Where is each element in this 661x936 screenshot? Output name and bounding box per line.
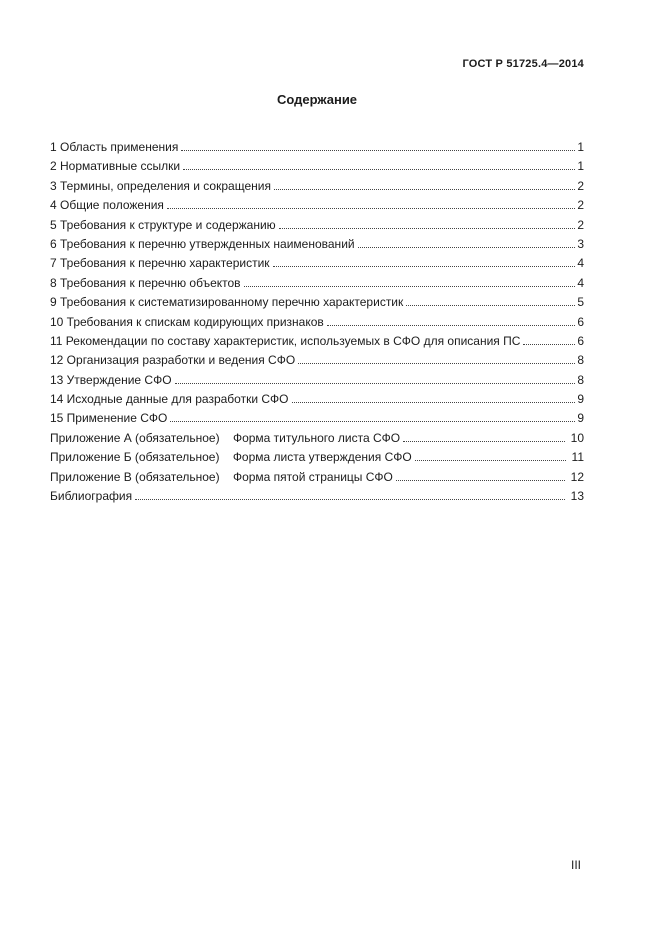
toc-entry-page: 2	[577, 178, 584, 193]
toc-leader-dots	[181, 150, 575, 151]
toc-entry	[50, 293, 584, 312]
toc-entry-page: 3	[577, 236, 584, 251]
toc-entry-page: 1	[577, 140, 584, 154]
toc-entry	[50, 216, 584, 235]
toc-entry	[50, 235, 584, 254]
toc-entry-page: 11	[568, 450, 584, 465]
toc-entry-page: 6	[577, 314, 584, 329]
toc-entry-title: 13 Утверждение СФО	[50, 372, 172, 387]
toc-entry	[50, 313, 584, 332]
toc-leader-dots	[279, 228, 576, 229]
toc-entry-title: 1 Область применения	[50, 140, 179, 154]
toc-entry	[50, 157, 584, 176]
toc-entry-title: 3 Термины, определения и сокращения	[50, 178, 271, 193]
toc-entry-page: 6	[577, 333, 584, 348]
toc-entry	[50, 409, 584, 428]
toc-entry	[50, 254, 584, 273]
toc-leader-dots	[244, 286, 576, 287]
toc-entry	[50, 429, 584, 448]
toc-leader-dots	[327, 325, 576, 326]
toc-leader-dots	[273, 266, 576, 267]
toc-leader-dots	[403, 441, 565, 442]
toc-entry-title: 4 Общие положения	[50, 198, 164, 213]
toc-entry-title: Библиография	[50, 489, 133, 504]
toc-entry-title: Приложение В (обязательное) Форма пятой страницы СФО	[50, 469, 393, 484]
toc-entry	[50, 332, 584, 351]
toc-leader-dots	[183, 169, 575, 170]
toc-entry-title: 15 Применение СФО	[50, 411, 168, 426]
toc-leader-dots	[406, 305, 575, 306]
toc-entry-page: 8	[577, 372, 584, 387]
toc-leader-dots	[170, 421, 575, 422]
toc-entry-title: 12 Организация разработки и ведения СФО	[50, 353, 296, 368]
toc-heading: Содержание	[276, 92, 358, 107]
toc-entry-title: 11 Рекомендации по составу характеристик, используемых в СФО для описания ПС	[50, 333, 521, 348]
toc-entry-page: 4	[577, 256, 584, 271]
toc-entry-page: 2	[577, 198, 584, 213]
toc-entry	[50, 371, 584, 390]
toc-entry-page: 10	[567, 430, 584, 445]
toc-entry-page: 9	[577, 411, 584, 426]
toc-entry-page: 8	[577, 353, 584, 368]
toc-entry	[50, 351, 584, 370]
toc-entry	[50, 468, 584, 487]
toc-entry-title: 2 Нормативные ссылки	[50, 159, 181, 174]
toc-list	[50, 138, 584, 506]
page-number: III	[570, 858, 581, 872]
toc-leader-dots	[274, 189, 575, 190]
toc-leader-dots	[175, 383, 576, 384]
toc-entry-title: 14 Исходные данные для разработки СФО	[50, 392, 289, 407]
toc-leader-dots	[135, 499, 565, 500]
toc-entry-page: 5	[577, 295, 584, 310]
toc-entry	[50, 196, 584, 215]
toc-entry-page: 4	[577, 275, 584, 290]
toc-entry	[50, 177, 584, 196]
toc-entry-page: 12	[567, 469, 584, 484]
toc-entry-title: 9 Требования к систематизированному перечню характеристик	[50, 295, 404, 310]
toc-entry-title: 6 Требования к перечню утвержденных наименований	[50, 236, 355, 251]
toc-leader-dots	[523, 344, 575, 345]
toc-leader-dots	[358, 247, 576, 248]
toc-entry	[50, 274, 584, 293]
toc-entry	[50, 390, 584, 409]
document-code: ГОСТ Р 51725.4—2014	[462, 58, 584, 70]
toc-entry-title: Приложение А (обязательное) Форма титульного листа СФО	[50, 430, 401, 445]
toc-leader-dots	[396, 480, 565, 481]
toc-leader-dots	[415, 460, 567, 461]
toc-leader-dots	[292, 402, 576, 403]
toc-entry-title: 5 Требования к структуре и содержанию	[50, 217, 276, 232]
toc-entry-title: 7 Требования к перечню характеристик	[50, 256, 270, 271]
toc-entry	[50, 138, 584, 157]
toc-entry-title: 10 Требования к спискам кодирующих признаков	[50, 314, 324, 329]
toc-leader-dots	[167, 208, 575, 209]
toc-entry	[50, 487, 584, 506]
toc-entry-title: 8 Требования к перечню объектов	[50, 275, 241, 290]
toc-leader-dots	[298, 363, 575, 364]
toc-entry	[50, 448, 584, 467]
toc-entry-page: 1	[577, 159, 584, 174]
toc-entry-page: 2	[577, 217, 584, 232]
toc-entry-title: Приложение Б (обязательное) Форма листа утверждения СФО	[50, 450, 412, 465]
toc-entry-page: 9	[577, 392, 584, 407]
toc-entry-page: 13	[567, 489, 584, 504]
